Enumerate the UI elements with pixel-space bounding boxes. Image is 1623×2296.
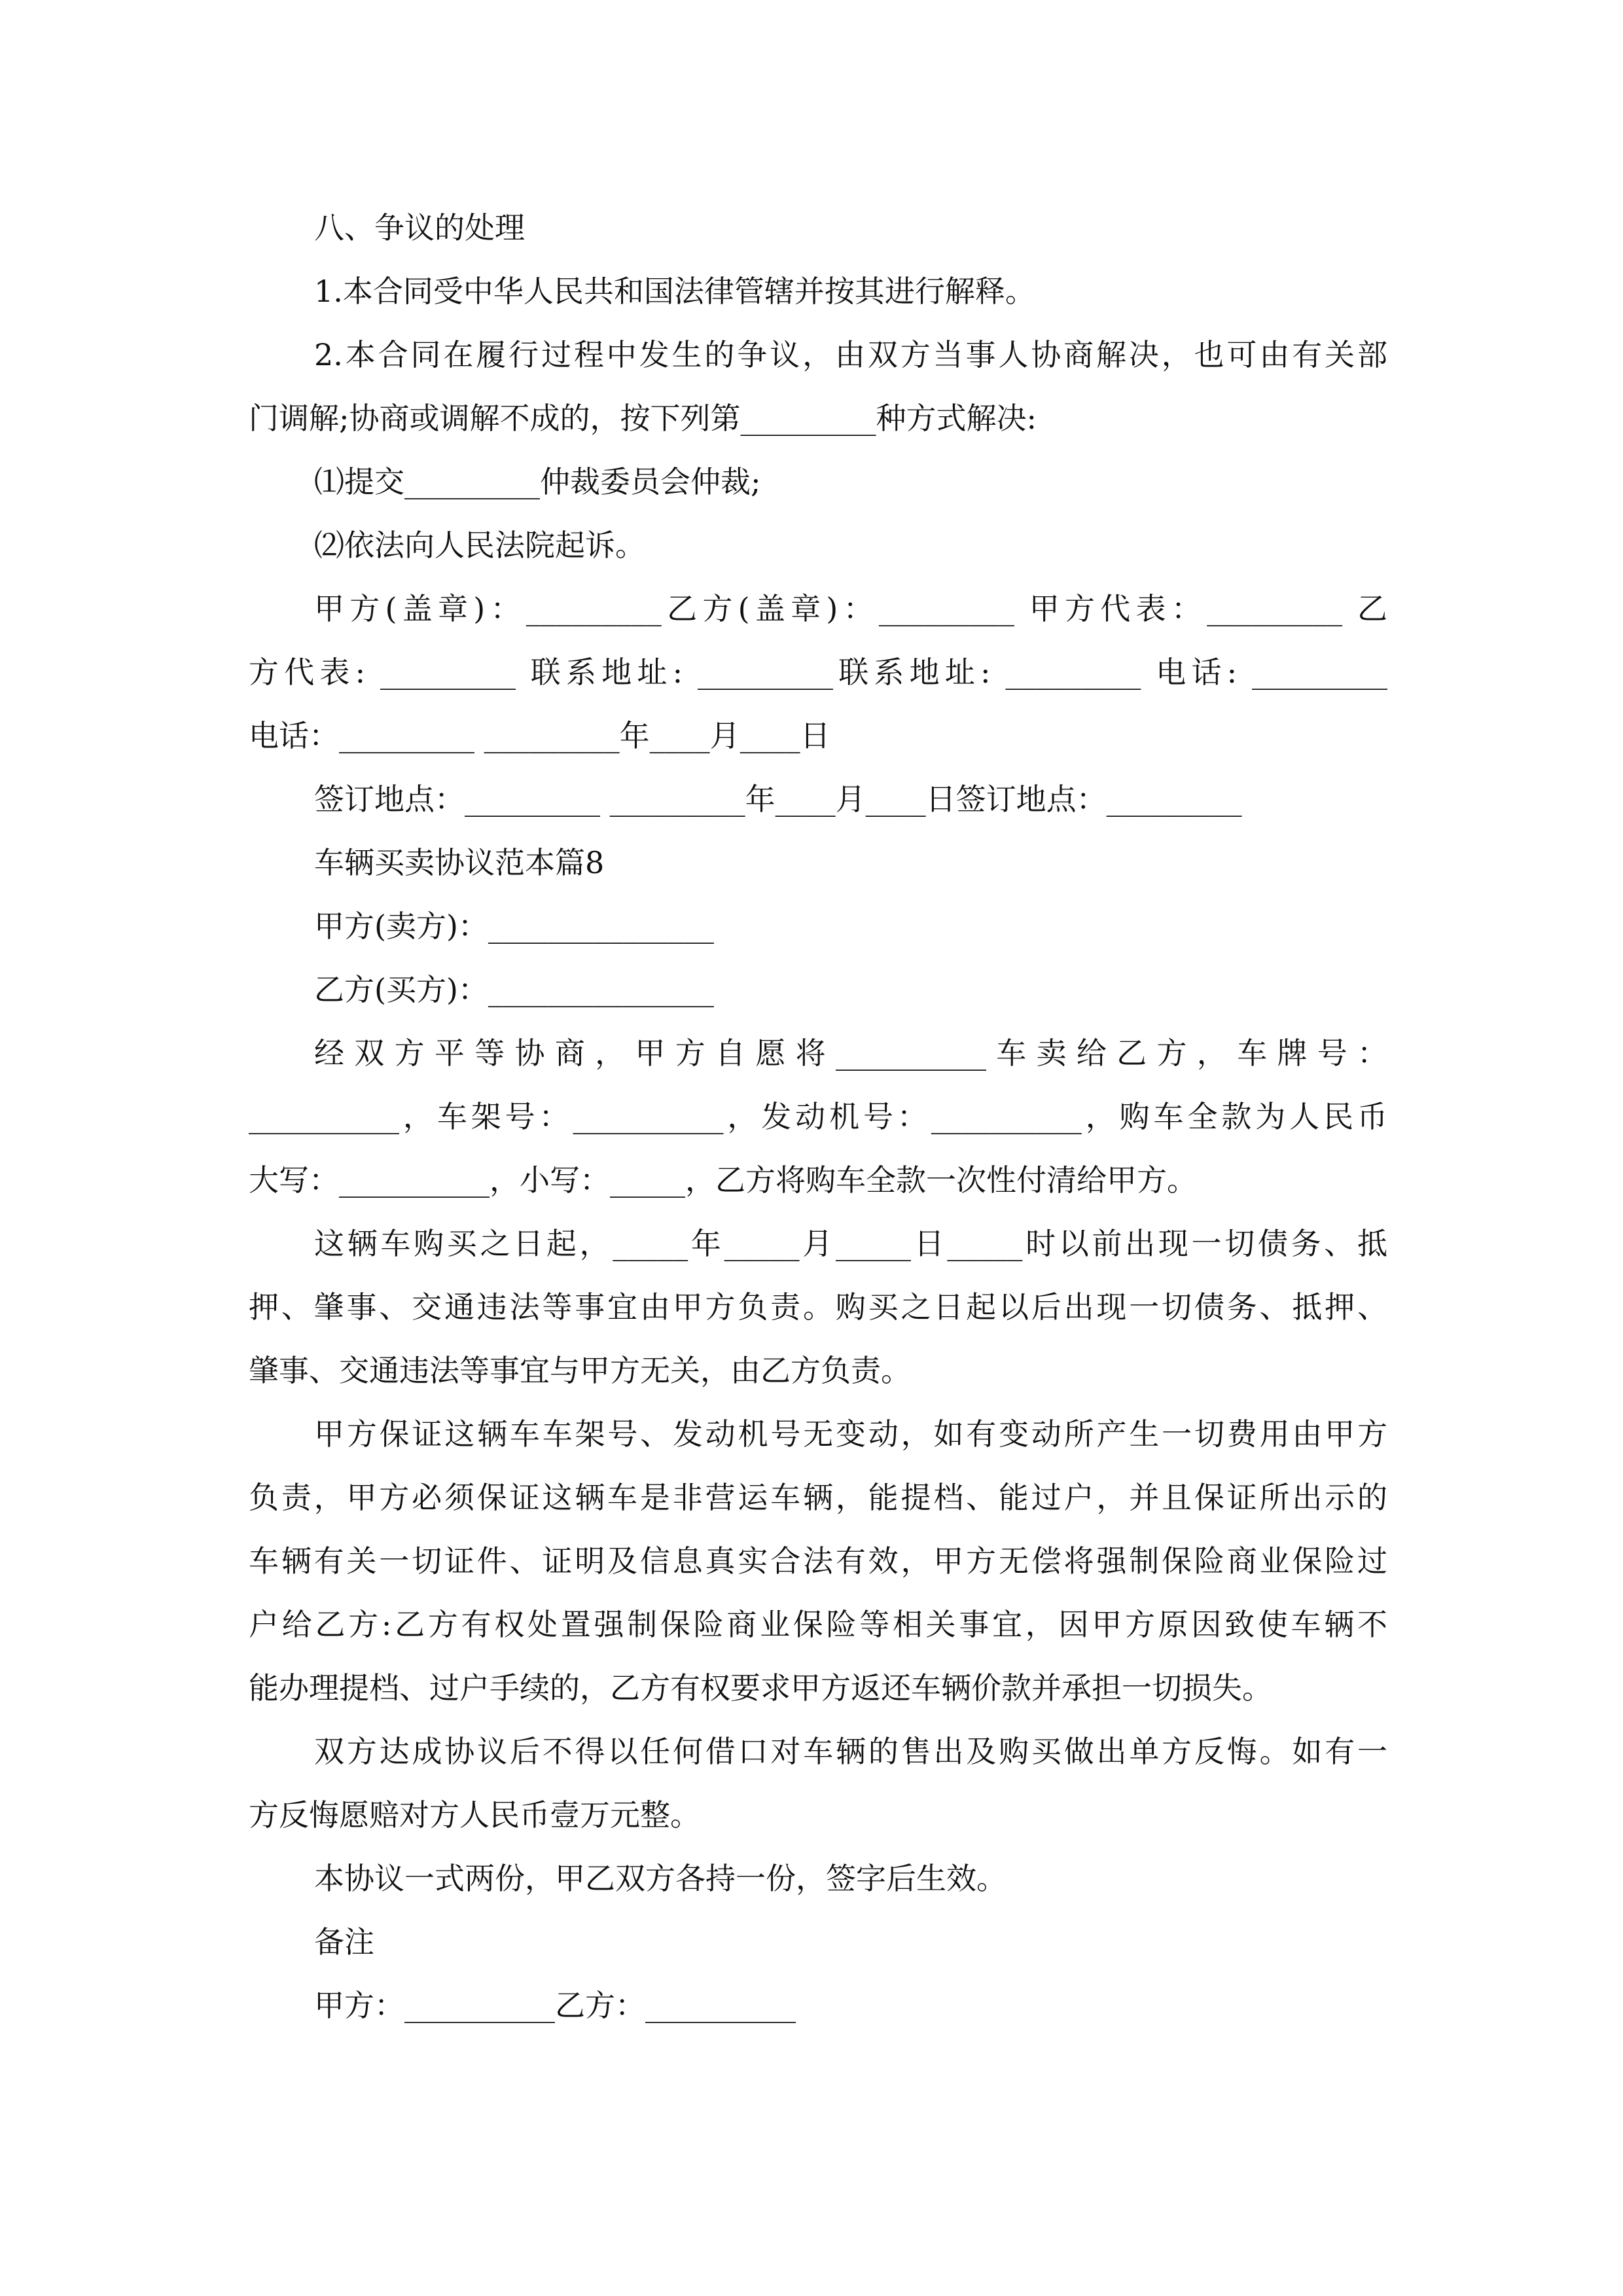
seller-line: 甲方(卖方)：_______________ bbox=[314, 908, 714, 944]
guarantee-line-5: 能办理提档、过户手续的，乙方有权要求甲方返还车辆价款并承担一切损失。 bbox=[249, 1670, 1272, 1706]
signature-line-2: 方代表: _________ 联系地址: _________联系地址: _________ 电话: _________ bbox=[249, 655, 1387, 690]
buyer-line: 乙方(买方)：_______________ bbox=[314, 972, 714, 1007]
signature-line-3: 电话：_________ _________年____月____日 bbox=[249, 718, 830, 753]
clause-2-line-2: 门调解;协商或调解不成的，按下列第_________种方式解决: bbox=[249, 401, 1037, 436]
terms-line-2: __________，车架号：__________，发动机号：__________，购车全款为人民币 bbox=[249, 1099, 1387, 1134]
final-signature-line: 甲方：__________乙方：__________ bbox=[314, 1988, 796, 2023]
repentance-line-2: 方反悔愿赔对方人民币壹万元整。 bbox=[249, 1797, 700, 1833]
terms-line-1: 经双方平等协商，甲方自愿将__________车卖给乙方，车牌号： bbox=[314, 1035, 1387, 1071]
copies-line: 本协议一式两份，甲乙双方各持一份，签字后生效。 bbox=[314, 1861, 1007, 1896]
remarks-label: 备注 bbox=[314, 1924, 374, 1960]
guarantee-line-3: 车辆有关一切证件、证明及信息真实合法有效，甲方无偿将强制保险商业保险过 bbox=[249, 1543, 1387, 1579]
guarantee-line-2: 负责，甲方必须保证这辆车是非营运车辆，能提档、能过户，并且保证所出示的 bbox=[249, 1480, 1387, 1515]
signing-place-line: 签订地点：_________ _________年____月____日签订地点：_________ bbox=[314, 781, 1242, 817]
section-heading: 八、争议的处理 bbox=[314, 210, 525, 245]
option-arbitration: ⑴提交_________仲裁委员会仲裁; bbox=[314, 464, 761, 499]
liability-line-1: 这辆车购买之日起，_____年_____月_____日_____时以前出现一切债务、抵 bbox=[314, 1226, 1387, 1261]
terms-line-3: 大写：__________，小写：_____，乙方将购车全款一次性付清给甲方。 bbox=[249, 1162, 1197, 1198]
repentance-line-1: 双方达成协议后不得以任何借口对车辆的售出及购买做出单方反悔。如有一 bbox=[314, 1734, 1387, 1769]
agreement-title: 车辆买卖协议范本篇8 bbox=[314, 845, 605, 880]
clause-1: 1.本合同受中华人民共和国法律管辖并按其进行解释。 bbox=[314, 274, 1035, 309]
guarantee-line-4: 户给乙方:乙方有权处置强制保险商业保险等相关事宜，因甲方原因致使车辆不 bbox=[249, 1607, 1387, 1642]
option-lawsuit: ⑵依法向人民法院起诉。 bbox=[314, 528, 645, 563]
liability-line-2: 押、肇事、交通违法等事宜由甲方负责。购买之日起以后出现一切债务、抵押、 bbox=[249, 1289, 1387, 1325]
clause-2-line-1: 2.本合同在履行过程中发生的争议，由双方当事人协商解决，也可由有关部 bbox=[314, 337, 1387, 372]
guarantee-line-1: 甲方保证这辆车车架号、发动机号无变动，如有变动所产生一切费用由甲方 bbox=[314, 1416, 1387, 1452]
liability-line-3: 肇事、交通违法等事宜与甲方无关，由乙方负责。 bbox=[249, 1353, 911, 1388]
signature-line-1: 甲方(盖章)：_________乙方(盖章)：_________ 甲方代表：_________ 乙 bbox=[314, 591, 1387, 626]
